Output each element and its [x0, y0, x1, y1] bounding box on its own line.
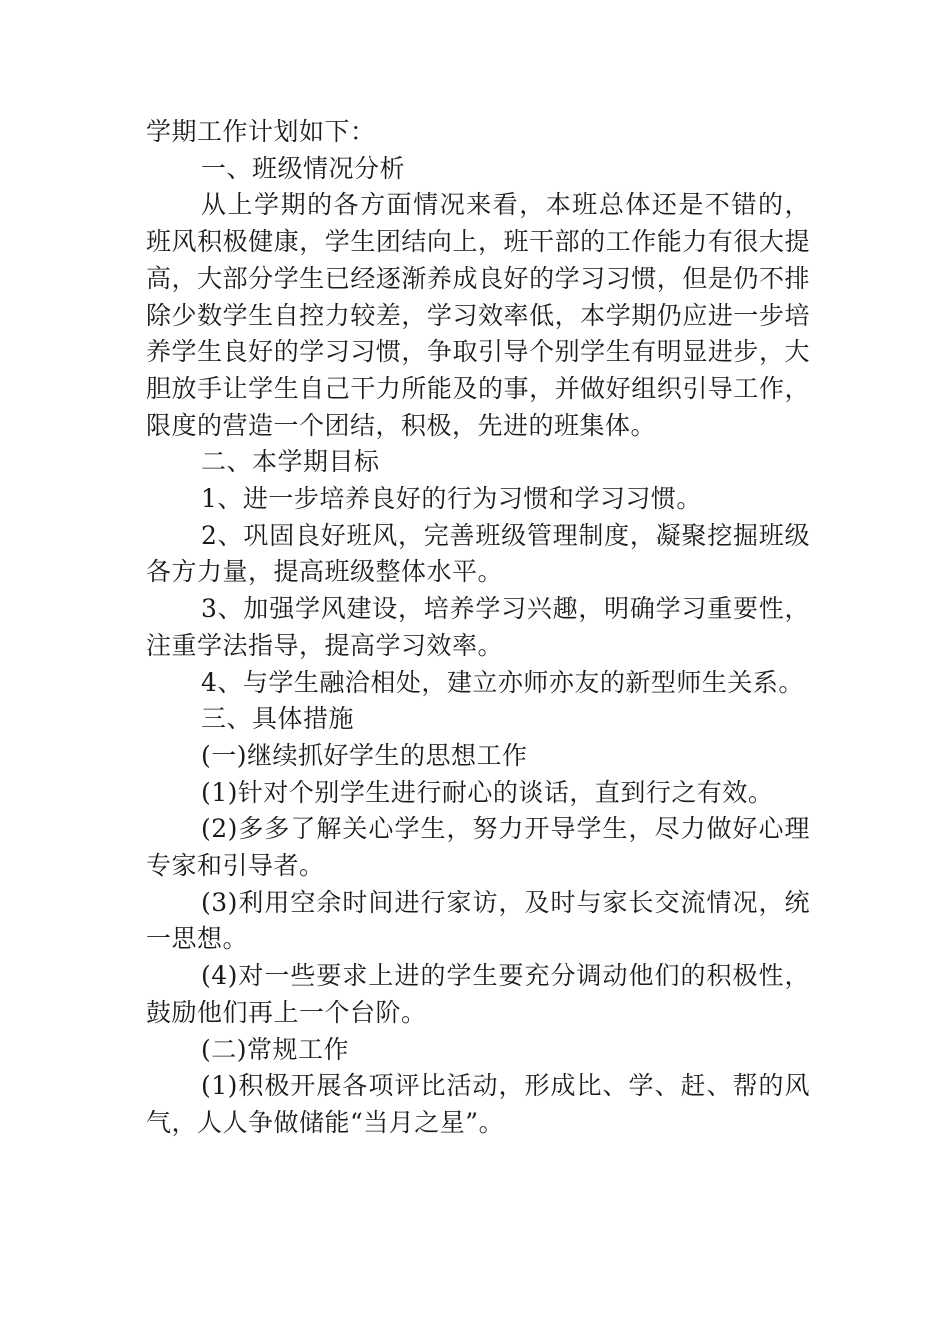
intro-line: 学期工作计划如下： [146, 117, 376, 146]
subsection-heading-thought-work: (一)继续抓好学生的思想工作 [201, 740, 528, 770]
measure-item-1: (1)针对个别学生进行耐心的谈话，直到行之有效。 [201, 777, 774, 807]
goal-item-1: 1、进一步培养良好的行为习惯和学习习惯。 [201, 484, 702, 514]
subsection-heading-routine-work: (二)常规工作 [201, 1034, 350, 1064]
section-heading-goals: 二、本学期目标 [201, 447, 380, 477]
goal-item-3: 3、加强学风建设，培养学习兴趣，明确学习重要性，注重学法指导，提高学习效率。 [146, 594, 810, 660]
section-heading-measures: 三、具体措施 [201, 704, 355, 734]
class-analysis-paragraph: 从上学期的各方面情况来看，本班总体还是不错的，班风积极健康，学生团结向上，班干部的工作能力有很大提高，大部分学生已经逐渐养成良好的学习习惯，但是仍不排除少数学生自控力较差，学习效率低，本学期仍应进一步培养学生良好的学习习惯，争取引导个别学生有明显进步，大胆放手让学生自己干力所能及的事，并做好组织引导工作，限度的营造一个团结，积极，先进的班集体。 [146, 190, 810, 440]
measure-item-4: (4)对一些要求上进的学生要充分调动他们的积极性，鼓励他们再上一个台阶。 [146, 961, 810, 1027]
measure-item-2: (2)多多了解关心学生，努力开导学生，尽力做好心理专家和引导者。 [146, 814, 810, 881]
measure-item-3: (3)利用空余时间进行家访，及时与家长交流情况，统一思想。 [146, 887, 810, 954]
goal-item-4: 4、与学生融洽相处，建立亦师亦友的新型师生关系。 [201, 667, 804, 697]
routine-item-1: (1)积极开展各项评比活动，形成比、学、赶、帮的风气，人人争做储能“当月之星”。 [146, 1071, 810, 1137]
goal-item-2: 2、巩固良好班风，完善班级管理制度，凝聚挖掘班级各方力量，提高班级整体水平。 [146, 520, 810, 587]
section-heading-class-analysis: 一、班级情况分析 [201, 153, 406, 183]
document-body [146, 114, 810, 1142]
